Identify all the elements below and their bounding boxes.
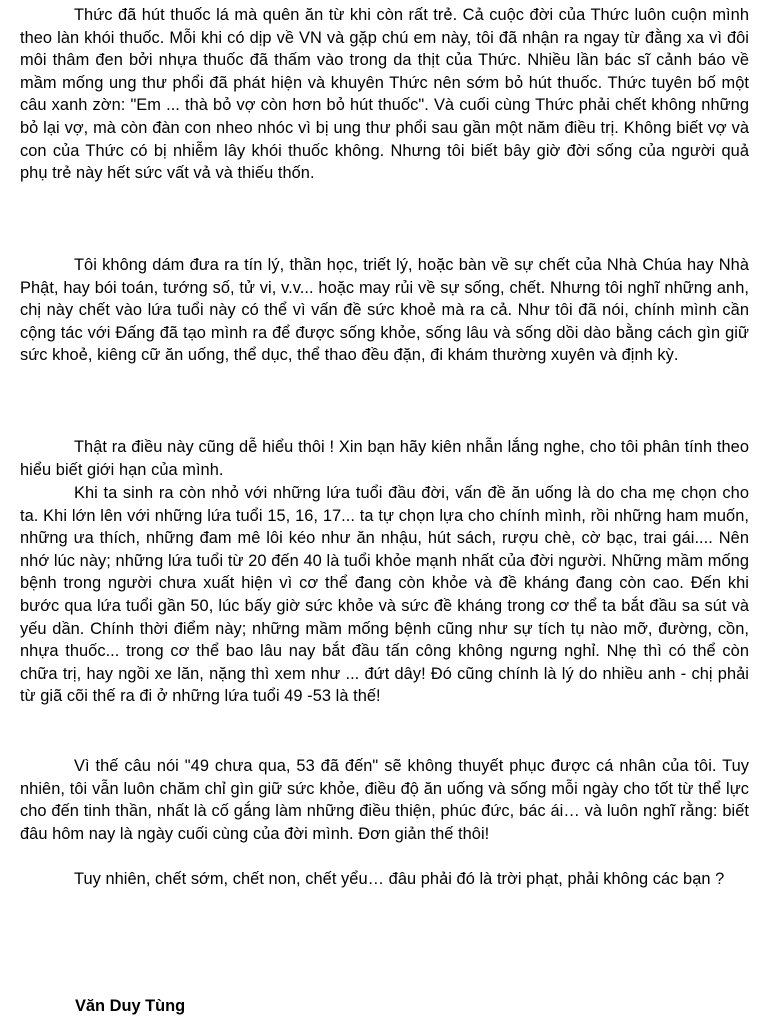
paragraph-4: Khi ta sinh ra còn nhỏ với những lứa tuổi đầu đời, vấn đề ăn uống là do cha mẹ chọn cho ta. Khi lớn lên với những lứa tuổi 15, 16, 17... ta tự chọn lựa cho chính mình, rồi những ham muốn, những ưa thích, những đam mê lôi kéo như ăn nhậu, hút sách, rượu chè, cờ bạc, trai gái.... Nên nhớ lúc này; những lứa tuổi từ 20 đến 40 là tuổi khỏe mạnh nhất của đời người. Những mầm mống bệnh trong người chưa xuất hiện vì cơ thể đang còn khỏe và đề kháng đang còn cao. Đến khi bước qua lứa tuổi gần 50, lúc bấy giờ sức khỏe và sức đề kháng trong cơ thể ta bắt đầu sa sút và yếu dần. Chính thời điểm này; những mầm mống bệnh cũng như sự tích tụ nào mỡ, đường, cồn, nhựa thuốc... trong cơ thể bao lâu nay bắt đầu tấn công không ngưng nghỉ. Nhẹ thì có thể còn chữa trị, hay ngồi xe lăn, nặng thì xem như ... đứt dây! Đó cũng chính là lý do nhiều anh - chị phải từ giã cõi thế ra đi ở những lứa tuổi 49 -53 là thế! <box>20 484 749 706</box>
paragraph-6: Tuy nhiên, chết sớm, chết non, chết yểu… đâu phải đó là trời phạt, phải không các bạn ? <box>74 870 725 888</box>
paragraph-3: Thật ra điều này cũng dễ hiểu thôi ! Xin bạn hãy kiên nhẫn lắng nghe, cho tôi phân tính theo hiểu biết giới hạn của mình. <box>20 438 749 479</box>
author-signature: Văn Duy Tùng <box>75 997 186 1015</box>
paragraph-1: Thức đã hút thuốc lá mà quên ăn từ khi còn rất trẻ. Cả cuộc đời của Thức luôn cuộn mình theo làn khói thuốc. Mỗi khi có dịp về VN và gặp chú em này, tôi đã nhận ra ngay từ đằng xa vì đôi môi thâm đen bởi nhựa thuốc đã thấm vào trong da thịt của Thức. Nhiều lần bác sĩ cảnh báo về mầm mống ung thư phổi đã phát hiện và khuyên Thức nên sớm bỏ hút thuốc. Thức tuyên bố một câu xanh zờn: "Em ... thà bỏ vợ còn hơn bỏ hút thuốc". Và cuối cùng Thức phải chết không những bỏ lại vợ, mà còn đàn con nheo nhóc vì bị ung thư phổi sau gần một năm điều trị. Không biết vợ và con của Thức có bị nhiễm lây khói thuốc không. Nhưng tôi biết bây giờ đời sống của người quả phụ trẻ này hết sức vất vả và thiếu thốn. <box>20 6 749 183</box>
paragraph-2: Tôi không dám đưa ra tín lý, thần học, triết lý, hoặc bàn về sự chết của Nhà Chúa hay Nhà Phật, hay bói toán, tướng số, tử vi, v.v... hoặc may rủi về sự sống, chết. Nhưng tôi nghĩ những anh, chị này chết vào lứa tuổi này có thể vì vấn đề sức khoẻ mà ra cả. Như tôi đã nói, chính mình cần cộng tác với Đấng đã tạo mình ra để được sống khỏe, sống lâu và sống dồi dào bằng cách gìn giữ sức khoẻ, kiêng cữ ăn uống, thể dục, thể thao đều đặn, đi khám thường xuyên và định kỳ. <box>20 256 749 365</box>
paragraph-5: Vì thế câu nói "49 chưa qua, 53 đã đến" sẽ không thuyết phục được cá nhân của tôi. Tuy nhiên, tôi vẫn luôn chăm chỉ gìn giữ sức khỏe, điều độ ăn uống và sống mỗi ngày cho tốt từ thể lực cho đến tinh thần, nhất là cố gắng làm những điều thiện, phúc đức, bác ái… và luôn nghĩ rằng: biết đâu hôm nay là ngày cuối cùng của đời mình. Đơn giản thế thôi! <box>20 757 749 843</box>
